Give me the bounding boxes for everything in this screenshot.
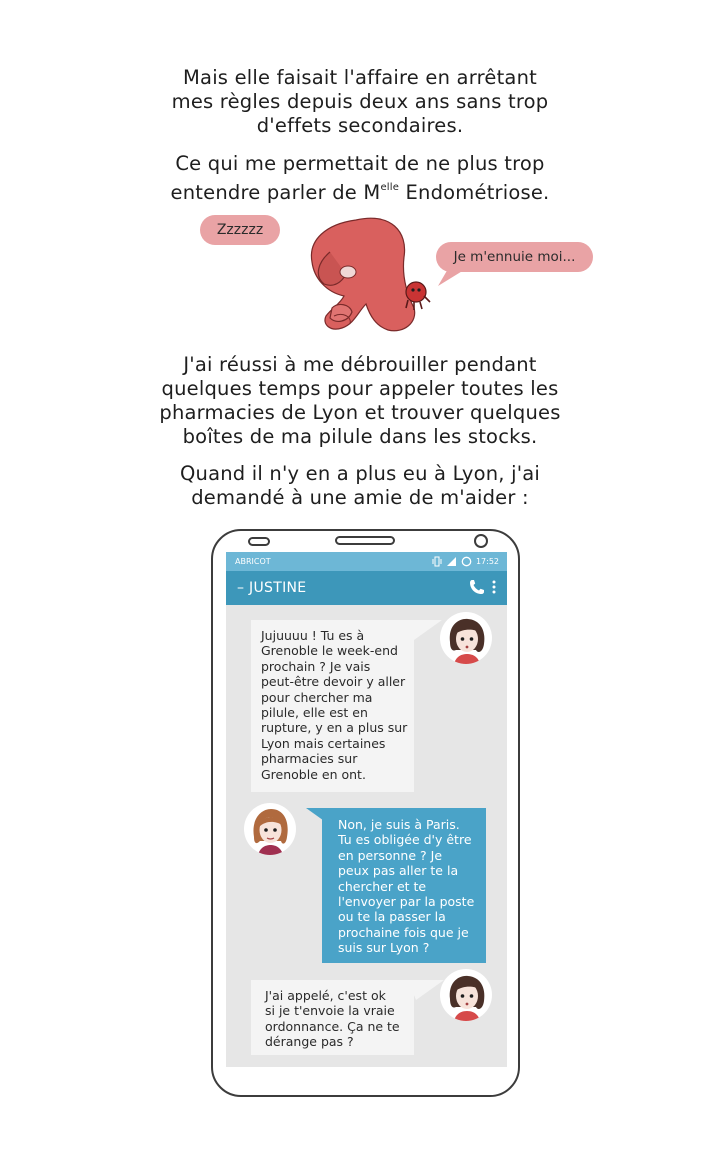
message-line: Grenoble le week-end [261,643,398,659]
caption-line: Ce qui me permettait de ne plus trop [175,152,545,175]
status-time: 17:52 [475,557,499,566]
caption-line [0,176,720,205]
caption-top [0,66,720,138]
caption-line: pharmacies de Lyon et trouver quelques [159,401,561,424]
message-line: peux pas aller te la [338,863,459,879]
phone-camera [474,534,488,548]
phone-sensor [248,537,270,546]
caption-line: d'effets secondaires. [256,114,464,137]
message-line: Grenoble en ont. [261,766,366,782]
message-line: Tu es obligée d'y être [338,832,472,848]
message-bubble-incoming [251,980,414,1055]
more-options-icon[interactable] [491,578,497,596]
message-line: Lyon mais certaines [261,735,386,751]
message-line: pharmacies sur [261,751,358,767]
caption-line: boîtes de ma pilule dans les stocks. [182,425,538,448]
message-line: prochain ? Je vais [261,658,371,674]
endometriosis-creature-illustration [296,212,446,342]
contact-name[interactable]: – JUSTINE [237,580,307,596]
carrier-label: ABRICOT [235,557,271,566]
speech-bubble-text: Je m'ennuie moi... [453,249,576,265]
message-line: peut-être devoir y aller [261,674,406,690]
message-line: si je t'envoie la vraie [265,1003,395,1019]
status-bar [226,552,507,571]
message-line: prochaine fois que je [338,924,469,940]
caption-line: Quand il n'y en a plus eu à Lyon, j'ai [179,462,541,485]
message-line: dérange pas ? [265,1034,354,1050]
conversation-header [226,571,507,605]
message-bubble-outgoing [322,808,486,963]
sleep-bubble-text: Zzzzzz [216,222,264,238]
caption-bottom [0,462,720,510]
message-line: chercher et te [338,878,427,894]
signal-icon [446,556,457,567]
caption-middle [0,353,720,449]
message-line: ou te la passer la [338,909,446,925]
battery-icon [461,556,472,567]
vibrate-icon [432,556,442,567]
phone-screen [226,552,507,1067]
message-line: en personne ? Je [338,847,443,863]
message-line: pour chercher ma [261,689,373,705]
message-line: Jujuuuu ! Tu es à [261,628,365,643]
phone-speaker [335,536,395,545]
message-bubble-incoming [251,620,414,792]
message-line: rupture, y en a plus sur [261,720,408,736]
avatar-contact-portrait [440,969,492,1021]
caption-prefix: entendre parler de M [170,181,381,204]
avatar-contact-portrait [440,612,492,664]
message-line: ordonnance. Ça ne te [265,1018,400,1034]
caption-second [0,152,720,205]
caption-line: mes règles depuis deux ans sans trop [171,90,549,113]
caption-line: quelques temps pour appeler toutes les [161,377,559,400]
message-line: pilule, elle est en [261,705,368,721]
message-line: J'ai appelé, c'est ok [265,988,386,1003]
caption-line: J'ai réussi à me débrouiller pendant [183,353,537,376]
message-line: l'envoyer par la poste [338,894,475,910]
caption-suffix: Endométriose. [399,181,550,204]
message-line: suis sur Lyon ? [338,940,430,956]
avatar-contact [440,969,492,1021]
caption-line: Mais elle faisait l'affaire en arrêtant [183,66,537,89]
sleep-bubble [200,215,280,245]
status-icons [432,555,499,568]
caption-superscript: elle [380,182,400,193]
avatar-user [244,803,296,855]
avatar-user-portrait [244,803,296,855]
caption-line: demandé à une amie de m'aider : [191,486,529,509]
avatar-contact [440,612,492,664]
phone-call-icon[interactable] [468,578,486,596]
message-line: Non, je suis à Paris. [338,817,460,832]
